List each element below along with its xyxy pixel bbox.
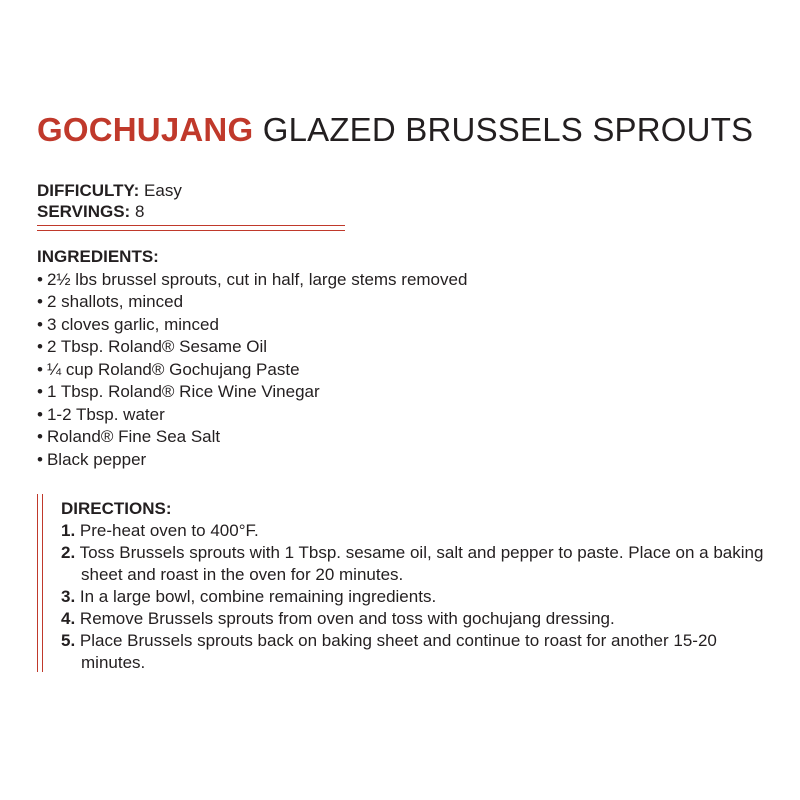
servings-value: 8 [130,202,145,221]
direction-step [61,542,777,586]
ingredient-item: • ¼ cup Roland® Gochujang Paste [37,359,467,382]
ingredient-item: • 1-2 Tbsp. water [37,404,467,427]
direction-step [61,630,777,674]
ingredients-section [37,246,467,471]
recipe-meta [37,180,182,222]
vertical-rule [42,494,43,672]
step-text: Toss Brussels sprouts with 1 Tbsp. sesame oil, salt and pepper to paste. Place on a baking sheet and roast in the oven for 20 minutes. [75,543,764,584]
direction-step [61,520,777,542]
ingredient-item: • 1 Tbsp. Roland® Rice Wine Vinegar [37,381,467,404]
ingredient-item: • Roland® Fine Sea Salt [37,426,467,449]
difficulty-value: Easy [139,181,182,200]
step-number: 2. [61,543,76,562]
servings-line [37,201,182,222]
title-accent: GOCHUJANG [37,111,254,148]
step-text: In a large bowl, combine remaining ingredients. [75,587,437,606]
difficulty-label: DIFFICULTY: [37,181,140,200]
vertical-rule [37,494,38,672]
directions-heading: DIRECTIONS: [61,499,172,518]
recipe-title [37,108,777,152]
ingredient-item: • 2 shallots, minced [37,291,467,314]
servings-label: SERVINGS: [37,202,131,221]
step-number: 3. [61,587,76,606]
title-rest: GLAZED BRUSSELS SPROUTS [253,111,754,148]
ingredient-item: • 3 cloves garlic, minced [37,314,467,337]
directions-section [61,498,777,674]
step-text: Pre-heat oven to 400°F. [75,521,259,540]
ingredient-item: • 2½ lbs brussel sprouts, cut in half, large stems removed [37,269,467,292]
direction-step [61,586,777,608]
difficulty-line [37,180,182,201]
step-text: Remove Brussels sprouts from oven and toss with gochujang dressing. [75,609,615,628]
direction-step [61,608,777,630]
ingredient-item: • Black pepper [37,449,467,472]
ingredient-item: • 2 Tbsp. Roland® Sesame Oil [37,336,467,359]
step-number: 4. [61,609,76,628]
directions-list [61,520,777,674]
step-text: Place Brussels sprouts back on baking sheet and continue to roast for another 15-20 minutes. [75,631,717,672]
ingredients-list [37,269,467,472]
double-rule-divider [37,225,345,235]
step-number: 1. [61,521,76,540]
step-number: 5. [61,631,76,650]
ingredients-heading: INGREDIENTS: [37,247,159,266]
